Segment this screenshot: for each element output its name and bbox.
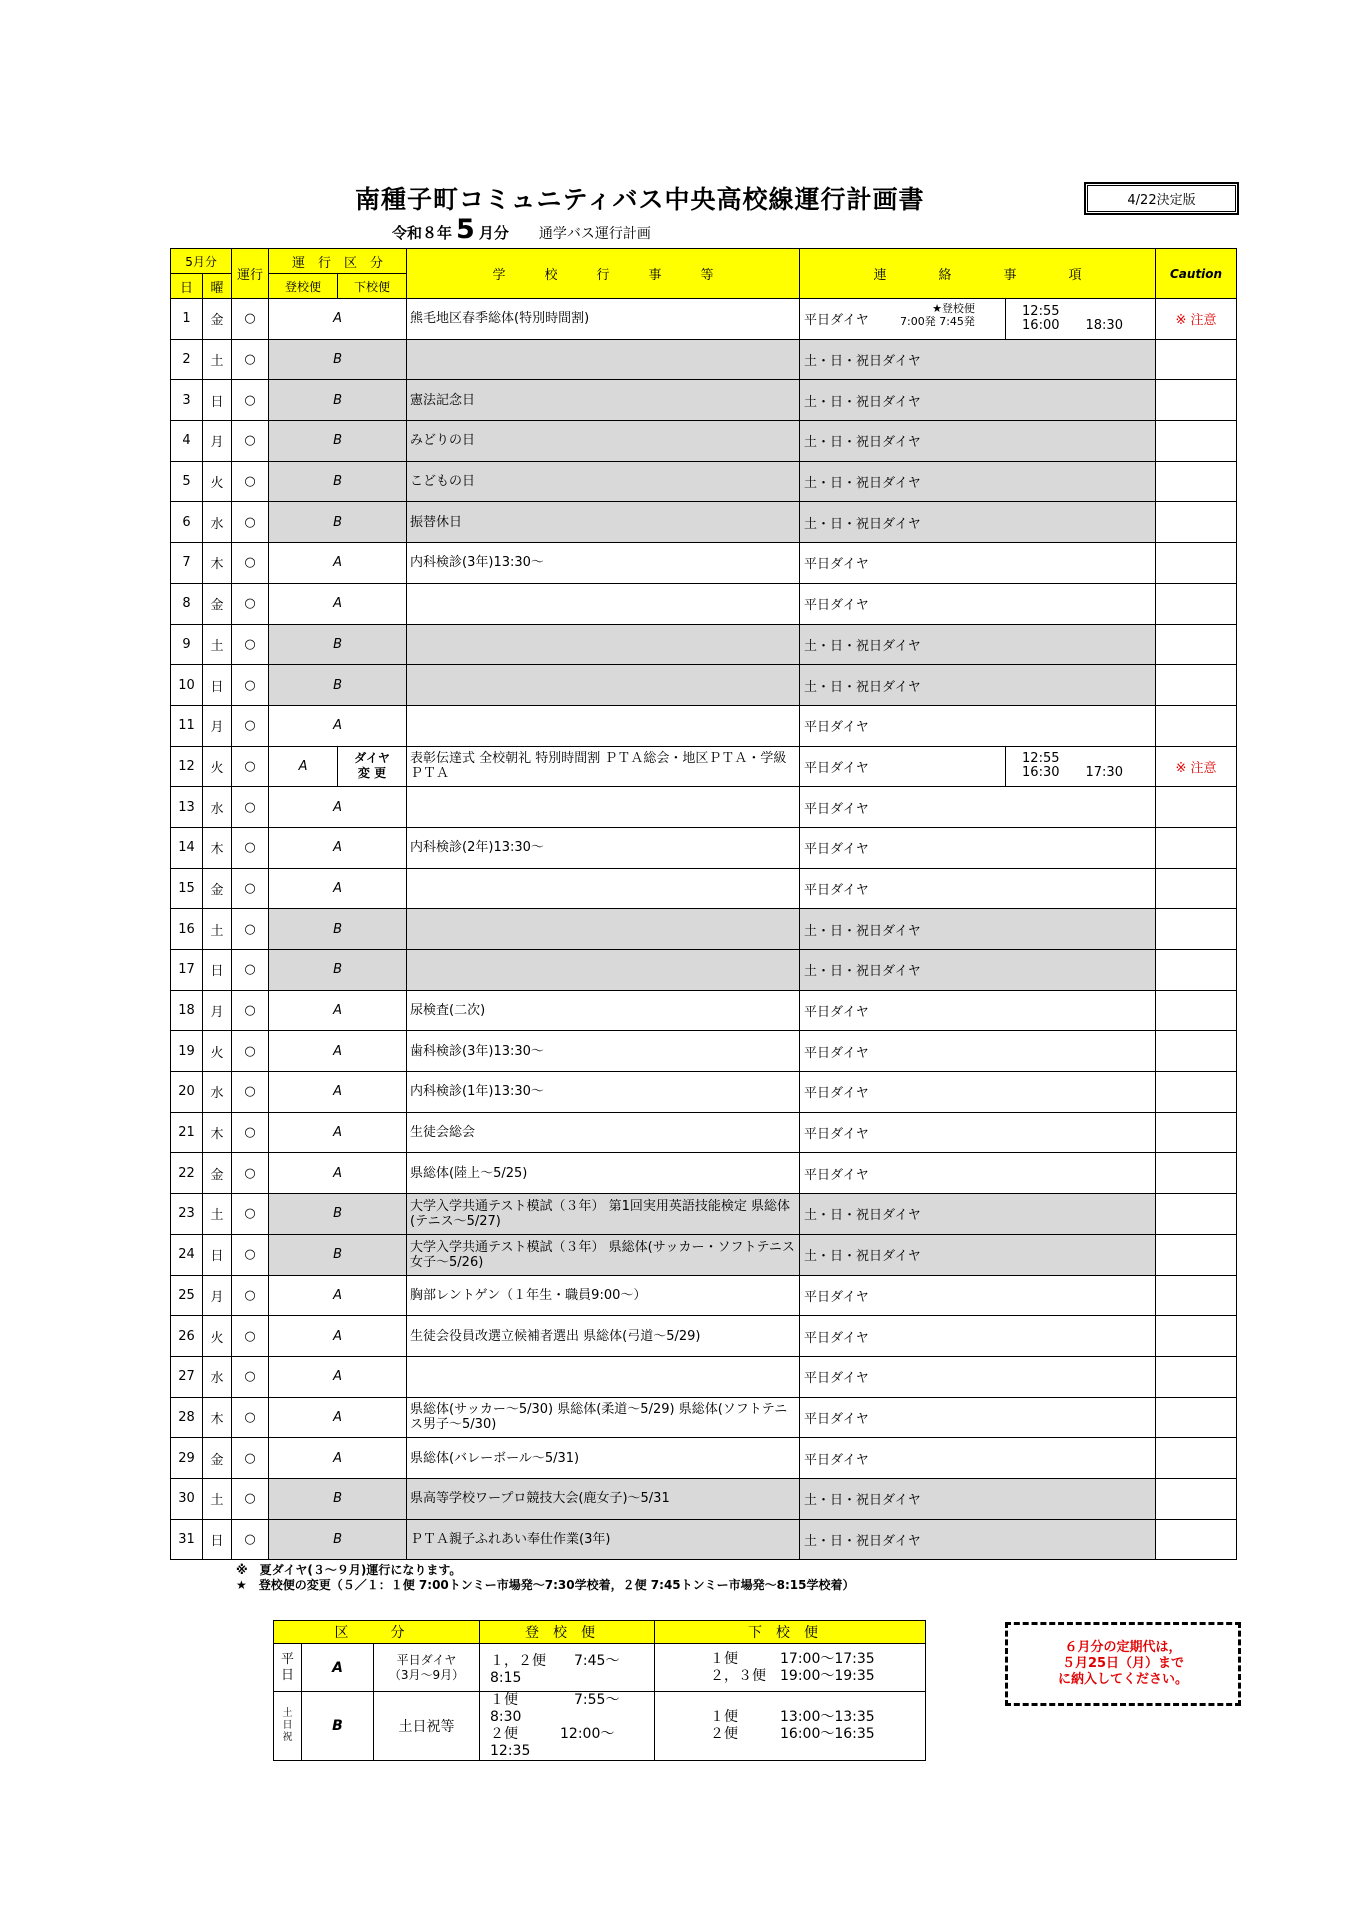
notes bbox=[236, 1563, 855, 1593]
schedule-cell: 平日ダイヤ bbox=[800, 1031, 1156, 1072]
run-cell: ○ bbox=[232, 339, 269, 380]
schedule-cell: 平日ダイヤ bbox=[800, 787, 1156, 828]
from-school-header: 下校便 bbox=[338, 274, 407, 299]
caution-cell: ※ 注意 bbox=[1156, 746, 1237, 787]
month-suffix: 月分 bbox=[478, 224, 509, 242]
category-cell: B bbox=[269, 421, 407, 462]
category-cell: B bbox=[269, 339, 407, 380]
run-cell: ○ bbox=[232, 1072, 269, 1113]
category-cell: A bbox=[269, 299, 407, 340]
schedule-cell: 土・日・祝日ダイヤ bbox=[800, 339, 1156, 380]
caution-cell bbox=[1156, 583, 1237, 624]
run-cell: ○ bbox=[232, 380, 269, 421]
schedule-cell: 土・日・祝日ダイヤ bbox=[800, 1194, 1156, 1235]
day-cell: 28 bbox=[171, 1397, 203, 1438]
category-cell: A bbox=[269, 1275, 407, 1316]
schedule-cell bbox=[800, 746, 1006, 787]
run-header: 運行 bbox=[232, 249, 269, 299]
caution-cell bbox=[1156, 1356, 1237, 1397]
weekday-cell: 月 bbox=[203, 705, 232, 746]
summary-desc: 土日祝等 bbox=[374, 1692, 480, 1761]
caution-cell bbox=[1156, 1234, 1237, 1275]
run-cell: ○ bbox=[232, 990, 269, 1031]
summary-row-weekend bbox=[274, 1692, 926, 1761]
day-cell: 8 bbox=[171, 583, 203, 624]
weekday-cell: 金 bbox=[203, 1153, 232, 1194]
category-cell: B bbox=[269, 502, 407, 543]
event-cell bbox=[407, 1356, 800, 1397]
table-row bbox=[171, 868, 1237, 909]
category-header: 運 行 区 分 bbox=[269, 249, 407, 274]
schedule-label: 平日ダイヤ bbox=[804, 760, 869, 776]
timetable-summary bbox=[273, 1620, 926, 1761]
summary-code: A bbox=[302, 1644, 374, 1692]
schedule-cell: 土・日・祝日ダイヤ bbox=[800, 950, 1156, 991]
table-row bbox=[171, 543, 1237, 584]
table-row bbox=[171, 1438, 1237, 1479]
weekday-cell: 金 bbox=[203, 1438, 232, 1479]
table-row bbox=[171, 1234, 1237, 1275]
table-row bbox=[171, 624, 1237, 665]
run-cell: ○ bbox=[232, 1478, 269, 1519]
caution-cell bbox=[1156, 868, 1237, 909]
run-cell: ○ bbox=[232, 1153, 269, 1194]
schedule-cell: 土・日・祝日ダイヤ bbox=[800, 1234, 1156, 1275]
run-cell: ○ bbox=[232, 461, 269, 502]
weekday-cell: 金 bbox=[203, 299, 232, 340]
weekday-cell: 日 bbox=[203, 380, 232, 421]
category-cell: A bbox=[269, 583, 407, 624]
run-cell: ○ bbox=[232, 705, 269, 746]
run-cell: ○ bbox=[232, 665, 269, 706]
schedule-cell: 平日ダイヤ bbox=[800, 583, 1156, 624]
weekday-cell: 木 bbox=[203, 1397, 232, 1438]
table-row bbox=[171, 339, 1237, 380]
caution-cell bbox=[1156, 827, 1237, 868]
summary-row-weekday bbox=[274, 1644, 926, 1692]
schedule-cell: 土・日・祝日ダイヤ bbox=[800, 502, 1156, 543]
category-cell: B bbox=[269, 380, 407, 421]
category-cell: A bbox=[269, 868, 407, 909]
event-cell bbox=[407, 787, 800, 828]
table-row bbox=[171, 990, 1237, 1031]
summary-from-times: １便 17:00～17:35 ２，３便 19:00～19:35 bbox=[655, 1644, 926, 1692]
schedule-table bbox=[170, 248, 1237, 1560]
day-cell: 30 bbox=[171, 1478, 203, 1519]
table-row bbox=[171, 827, 1237, 868]
weekday-cell: 水 bbox=[203, 787, 232, 828]
weekday-cell: 木 bbox=[203, 827, 232, 868]
caution-cell bbox=[1156, 624, 1237, 665]
category-cell: B bbox=[269, 665, 407, 706]
weekday-cell: 火 bbox=[203, 1031, 232, 1072]
schedule-cell: 土・日・祝日ダイヤ bbox=[800, 909, 1156, 950]
caution-cell bbox=[1156, 1031, 1237, 1072]
event-cell: 内科検診(3年)13:30～ bbox=[407, 543, 800, 584]
day-cell: 6 bbox=[171, 502, 203, 543]
caution-cell bbox=[1156, 1397, 1237, 1438]
category-cell: A bbox=[269, 827, 407, 868]
category-cell: B bbox=[269, 624, 407, 665]
event-cell: ＰＴＡ親子ふれあい奉仕作業(3年) bbox=[407, 1519, 800, 1560]
event-cell: こどもの日 bbox=[407, 461, 800, 502]
category-cell: A bbox=[269, 1356, 407, 1397]
table-row bbox=[171, 1275, 1237, 1316]
day-header: 日 bbox=[171, 274, 203, 299]
table-row bbox=[171, 1316, 1237, 1357]
payment-notice bbox=[1005, 1622, 1241, 1706]
schedule-cell: 平日ダイヤ bbox=[800, 1397, 1156, 1438]
run-cell: ○ bbox=[232, 909, 269, 950]
event-cell: 県総体(バレーボール～5/31) bbox=[407, 1438, 800, 1479]
event-cell: 生徒会総会 bbox=[407, 1112, 800, 1153]
event-cell: 熊毛地区春季総体(特別時間割) bbox=[407, 299, 800, 340]
weekday-cell: 月 bbox=[203, 1275, 232, 1316]
day-cell: 21 bbox=[171, 1112, 203, 1153]
caution-cell bbox=[1156, 1112, 1237, 1153]
table-row bbox=[171, 787, 1237, 828]
schedule-cell: 平日ダイヤ bbox=[800, 1356, 1156, 1397]
schedule-cell: 平日ダイヤ bbox=[800, 827, 1156, 868]
summary-code: B bbox=[302, 1692, 374, 1761]
run-cell: ○ bbox=[232, 1112, 269, 1153]
table-row bbox=[171, 1194, 1237, 1235]
table-row bbox=[171, 380, 1237, 421]
events-header: 学 校 行 事 等 bbox=[407, 249, 800, 299]
weekday-cell: 日 bbox=[203, 950, 232, 991]
weekday-cell: 日 bbox=[203, 1234, 232, 1275]
category-cell: A bbox=[269, 746, 338, 787]
day-cell: 27 bbox=[171, 1356, 203, 1397]
weekday-cell: 土 bbox=[203, 1478, 232, 1519]
caution-cell bbox=[1156, 990, 1237, 1031]
event-cell: 県高等学校ワープロ競技大会(鹿女子)～5/31 bbox=[407, 1478, 800, 1519]
run-cell: ○ bbox=[232, 583, 269, 624]
summary-label: 土 日 祝 bbox=[274, 1692, 302, 1761]
table-row bbox=[171, 909, 1237, 950]
weekday-cell: 土 bbox=[203, 909, 232, 950]
schedule-cell: 土・日・祝日ダイヤ bbox=[800, 461, 1156, 502]
day-cell: 20 bbox=[171, 1072, 203, 1113]
day-cell: 17 bbox=[171, 950, 203, 991]
schedule-cell: 平日ダイヤ bbox=[800, 543, 1156, 584]
weekday-cell: 金 bbox=[203, 583, 232, 624]
weekday-cell: 土 bbox=[203, 1194, 232, 1235]
weekday-cell: 日 bbox=[203, 665, 232, 706]
table-row bbox=[171, 746, 1237, 787]
caution-cell bbox=[1156, 380, 1237, 421]
summary-to-times: １，２便 7:45～ 8:15 bbox=[480, 1644, 655, 1692]
category-cell: A bbox=[269, 1031, 407, 1072]
run-cell: ○ bbox=[232, 624, 269, 665]
summary-to-header: 登校便 bbox=[480, 1621, 655, 1644]
schedule-cell: 土・日・祝日ダイヤ bbox=[800, 380, 1156, 421]
caution-cell bbox=[1156, 1194, 1237, 1235]
category-cell: A bbox=[269, 1397, 407, 1438]
caution-cell: ※ 注意 bbox=[1156, 299, 1237, 340]
event-cell bbox=[407, 665, 800, 706]
weekday-cell: 土 bbox=[203, 624, 232, 665]
category-cell: A bbox=[269, 1153, 407, 1194]
weekday-cell: 木 bbox=[203, 1112, 232, 1153]
weekday-cell: 木 bbox=[203, 543, 232, 584]
day-cell: 9 bbox=[171, 624, 203, 665]
table-row bbox=[171, 502, 1237, 543]
caution-cell bbox=[1156, 1478, 1237, 1519]
event-cell bbox=[407, 705, 800, 746]
day-cell: 13 bbox=[171, 787, 203, 828]
category-cell: A bbox=[269, 990, 407, 1031]
schedule-cell: 土・日・祝日ダイヤ bbox=[800, 665, 1156, 706]
run-cell: ○ bbox=[232, 787, 269, 828]
run-cell: ○ bbox=[232, 299, 269, 340]
summary-from-header: 下校便 bbox=[655, 1621, 926, 1644]
day-cell: 10 bbox=[171, 665, 203, 706]
day-cell: 11 bbox=[171, 705, 203, 746]
run-cell: ○ bbox=[232, 1275, 269, 1316]
caution-cell bbox=[1156, 461, 1237, 502]
schedule-cell: 平日ダイヤ bbox=[800, 868, 1156, 909]
run-cell: ○ bbox=[232, 1194, 269, 1235]
month-header: 5月分 bbox=[171, 249, 232, 274]
category-cell: A bbox=[269, 1438, 407, 1479]
schedule-cell: 土・日・祝日ダイヤ bbox=[800, 1478, 1156, 1519]
table-row bbox=[171, 299, 1237, 340]
day-cell: 19 bbox=[171, 1031, 203, 1072]
weekday-cell: 火 bbox=[203, 746, 232, 787]
weekday-cell: 月 bbox=[203, 990, 232, 1031]
schedule-cell: 平日ダイヤ bbox=[800, 705, 1156, 746]
day-cell: 25 bbox=[171, 1275, 203, 1316]
table-row bbox=[171, 1478, 1237, 1519]
event-cell: 表彰伝達式 全校朝礼 特別時間割 ＰＴＡ総会・地区ＰＴＡ・学級ＰＴＡ bbox=[407, 746, 800, 787]
schedule-cell: 平日ダイヤ bbox=[800, 1275, 1156, 1316]
run-cell: ○ bbox=[232, 1356, 269, 1397]
event-cell: 県総体(サッカー～5/30) 県総体(柔道～5/29) 県総体(ソフトテニス男子～5/30) bbox=[407, 1397, 800, 1438]
day-cell: 31 bbox=[171, 1519, 203, 1560]
day-cell: 29 bbox=[171, 1438, 203, 1479]
day-cell: 3 bbox=[171, 380, 203, 421]
event-cell: 振替休日 bbox=[407, 502, 800, 543]
category-cell: A bbox=[269, 787, 407, 828]
summary-to-times: １便 7:55～ 8:30 ２便 12:00～12:35 bbox=[480, 1692, 655, 1761]
time-change-cell: 12:55 16:00 18:30 bbox=[1006, 299, 1156, 340]
category-cell: A bbox=[269, 1072, 407, 1113]
schedule-cell: 平日ダイヤ bbox=[800, 1438, 1156, 1479]
caution-cell bbox=[1156, 543, 1237, 584]
day-cell: 14 bbox=[171, 827, 203, 868]
event-cell bbox=[407, 583, 800, 624]
caution-cell bbox=[1156, 705, 1237, 746]
event-cell: 県総体(陸上～5/25) bbox=[407, 1153, 800, 1194]
table-row bbox=[171, 1153, 1237, 1194]
day-cell: 16 bbox=[171, 909, 203, 950]
weekday-cell: 金 bbox=[203, 868, 232, 909]
day-cell: 5 bbox=[171, 461, 203, 502]
day-cell: 4 bbox=[171, 421, 203, 462]
event-cell: 憲法記念日 bbox=[407, 380, 800, 421]
weekday-cell: 水 bbox=[203, 1072, 232, 1113]
weekday-cell: 日 bbox=[203, 1519, 232, 1560]
run-cell: ○ bbox=[232, 1316, 269, 1357]
table-row bbox=[171, 1356, 1237, 1397]
table-row bbox=[171, 1397, 1237, 1438]
summary-category-header: 区 分 bbox=[274, 1621, 480, 1644]
category-note-cell: ダイヤ 変 更 bbox=[338, 746, 407, 787]
event-cell bbox=[407, 339, 800, 380]
summary-from-times: １便 13:00～13:35 ２便 16:00～16:35 bbox=[655, 1692, 926, 1761]
run-cell: ○ bbox=[232, 746, 269, 787]
category-cell: B bbox=[269, 1519, 407, 1560]
run-cell: ○ bbox=[232, 1234, 269, 1275]
table-row bbox=[171, 583, 1237, 624]
schedule-cell: 平日ダイヤ bbox=[800, 1112, 1156, 1153]
schedule-label: 平日ダイヤ bbox=[804, 313, 869, 329]
event-cell: 胸部レントゲン（１年生・職員9:00～） bbox=[407, 1275, 800, 1316]
caution-cell bbox=[1156, 502, 1237, 543]
table-row bbox=[171, 1072, 1237, 1113]
day-cell: 26 bbox=[171, 1316, 203, 1357]
category-cell: A bbox=[269, 543, 407, 584]
caution-cell bbox=[1156, 1316, 1237, 1357]
note-summer-schedule: ※ 夏ダイヤ(３～９月)運行になります。 bbox=[236, 1563, 462, 1577]
category-cell: B bbox=[269, 461, 407, 502]
caution-cell bbox=[1156, 1072, 1237, 1113]
event-cell: 尿検査(二次) bbox=[407, 990, 800, 1031]
summary-desc: 平日ダイヤ （3月～9月） bbox=[374, 1644, 480, 1692]
day-cell: 22 bbox=[171, 1153, 203, 1194]
weekday-cell: 火 bbox=[203, 1316, 232, 1357]
run-cell: ○ bbox=[232, 502, 269, 543]
category-cell: B bbox=[269, 1194, 407, 1235]
day-cell: 18 bbox=[171, 990, 203, 1031]
day-cell: 23 bbox=[171, 1194, 203, 1235]
table-row bbox=[171, 1112, 1237, 1153]
table-row bbox=[171, 665, 1237, 706]
category-cell: A bbox=[269, 1112, 407, 1153]
caution-cell bbox=[1156, 950, 1237, 991]
day-cell: 7 bbox=[171, 543, 203, 584]
run-cell: ○ bbox=[232, 1397, 269, 1438]
run-cell: ○ bbox=[232, 1519, 269, 1560]
event-cell: みどりの日 bbox=[407, 421, 800, 462]
table-row bbox=[171, 705, 1237, 746]
schedule-rows bbox=[171, 299, 1237, 1560]
run-cell: ○ bbox=[232, 1031, 269, 1072]
weekday-cell: 火 bbox=[203, 461, 232, 502]
event-cell bbox=[407, 950, 800, 991]
schedule-cell: 土・日・祝日ダイヤ bbox=[800, 1519, 1156, 1560]
event-cell: 内科検診(2年)13:30～ bbox=[407, 827, 800, 868]
event-cell: 大学入学共通テスト模試（３年） 第1回実用英語技能検定 県総体(テニス～5/27) bbox=[407, 1194, 800, 1235]
summary-label: 平 日 bbox=[274, 1644, 302, 1692]
category-cell: B bbox=[269, 950, 407, 991]
plan-label: 通学バス運行計画 bbox=[538, 226, 651, 242]
run-cell: ○ bbox=[232, 950, 269, 991]
schedule-cell: 平日ダイヤ bbox=[800, 990, 1156, 1031]
table-row bbox=[171, 461, 1237, 502]
day-cell: 1 bbox=[171, 299, 203, 340]
day-cell: 24 bbox=[171, 1234, 203, 1275]
weekday-cell: 水 bbox=[203, 502, 232, 543]
caution-cell bbox=[1156, 421, 1237, 462]
category-cell: B bbox=[269, 1478, 407, 1519]
run-cell: ○ bbox=[232, 1438, 269, 1479]
event-cell bbox=[407, 909, 800, 950]
schedule-cell bbox=[800, 299, 1006, 340]
time-change-cell: 12:55 16:30 17:30 bbox=[1006, 746, 1156, 787]
weekday-cell: 月 bbox=[203, 421, 232, 462]
weekday-header: 曜 bbox=[203, 274, 232, 299]
run-cell: ○ bbox=[232, 421, 269, 462]
event-cell: 生徒会役員改選立候補者選出 県総体(弓道～5/29) bbox=[407, 1316, 800, 1357]
page-title: 南種子町コミュニティバス中央高校線運行計画書 bbox=[355, 185, 925, 214]
schedule-cell: 平日ダイヤ bbox=[800, 1316, 1156, 1357]
table-row bbox=[171, 1031, 1237, 1072]
schedule-cell: 土・日・祝日ダイヤ bbox=[800, 624, 1156, 665]
run-cell: ○ bbox=[232, 827, 269, 868]
contact-header: 連 絡 事 項 bbox=[800, 249, 1156, 299]
table-row bbox=[171, 421, 1237, 462]
category-cell: A bbox=[269, 705, 407, 746]
run-cell: ○ bbox=[232, 868, 269, 909]
caution-cell bbox=[1156, 665, 1237, 706]
event-cell: 歯科検診(3年)13:30～ bbox=[407, 1031, 800, 1072]
caution-cell bbox=[1156, 1153, 1237, 1194]
month-number: 5 bbox=[456, 214, 475, 245]
page-subtitle bbox=[392, 214, 651, 245]
weekday-cell: 水 bbox=[203, 1356, 232, 1397]
caution-cell bbox=[1156, 1519, 1237, 1560]
caution-cell bbox=[1156, 339, 1237, 380]
day-cell: 2 bbox=[171, 339, 203, 380]
to-school-header: 登校便 bbox=[269, 274, 338, 299]
caution-header: Caution bbox=[1156, 249, 1237, 299]
caution-cell bbox=[1156, 1438, 1237, 1479]
table-row bbox=[171, 1519, 1237, 1560]
caution-cell bbox=[1156, 909, 1237, 950]
event-cell bbox=[407, 868, 800, 909]
status-badge: 4/22決定版 bbox=[1084, 182, 1239, 215]
route-change-note: ★登校便 7:00発 7:45発 bbox=[900, 302, 975, 328]
note-route-change: ★ 登校便の変更（５／１：１便 7:00トンミー市場発～7:30学校着，２便 7:45トンミー市場発～8:15学校着） bbox=[236, 1578, 855, 1592]
category-cell: A bbox=[269, 1316, 407, 1357]
day-cell: 15 bbox=[171, 868, 203, 909]
payment-notice-text: ６月分の定期代は， ５月25日（月）まで に納入してください。 bbox=[1057, 1640, 1188, 1687]
era-label: 令和８年 bbox=[392, 224, 453, 242]
event-cell bbox=[407, 624, 800, 665]
event-cell: 大学入学共通テスト模試（３年） 県総体(サッカー・ソフトテニス女子～5/26) bbox=[407, 1234, 800, 1275]
caution-cell bbox=[1156, 787, 1237, 828]
schedule-cell: 土・日・祝日ダイヤ bbox=[800, 421, 1156, 462]
day-cell: 12 bbox=[171, 746, 203, 787]
schedule-cell: 平日ダイヤ bbox=[800, 1153, 1156, 1194]
category-cell: B bbox=[269, 1234, 407, 1275]
weekday-cell: 土 bbox=[203, 339, 232, 380]
table-row bbox=[171, 950, 1237, 991]
schedule-cell: 平日ダイヤ bbox=[800, 1072, 1156, 1113]
run-cell: ○ bbox=[232, 543, 269, 584]
event-cell: 内科検診(1年)13:30～ bbox=[407, 1072, 800, 1113]
caution-cell bbox=[1156, 1275, 1237, 1316]
category-cell: B bbox=[269, 909, 407, 950]
